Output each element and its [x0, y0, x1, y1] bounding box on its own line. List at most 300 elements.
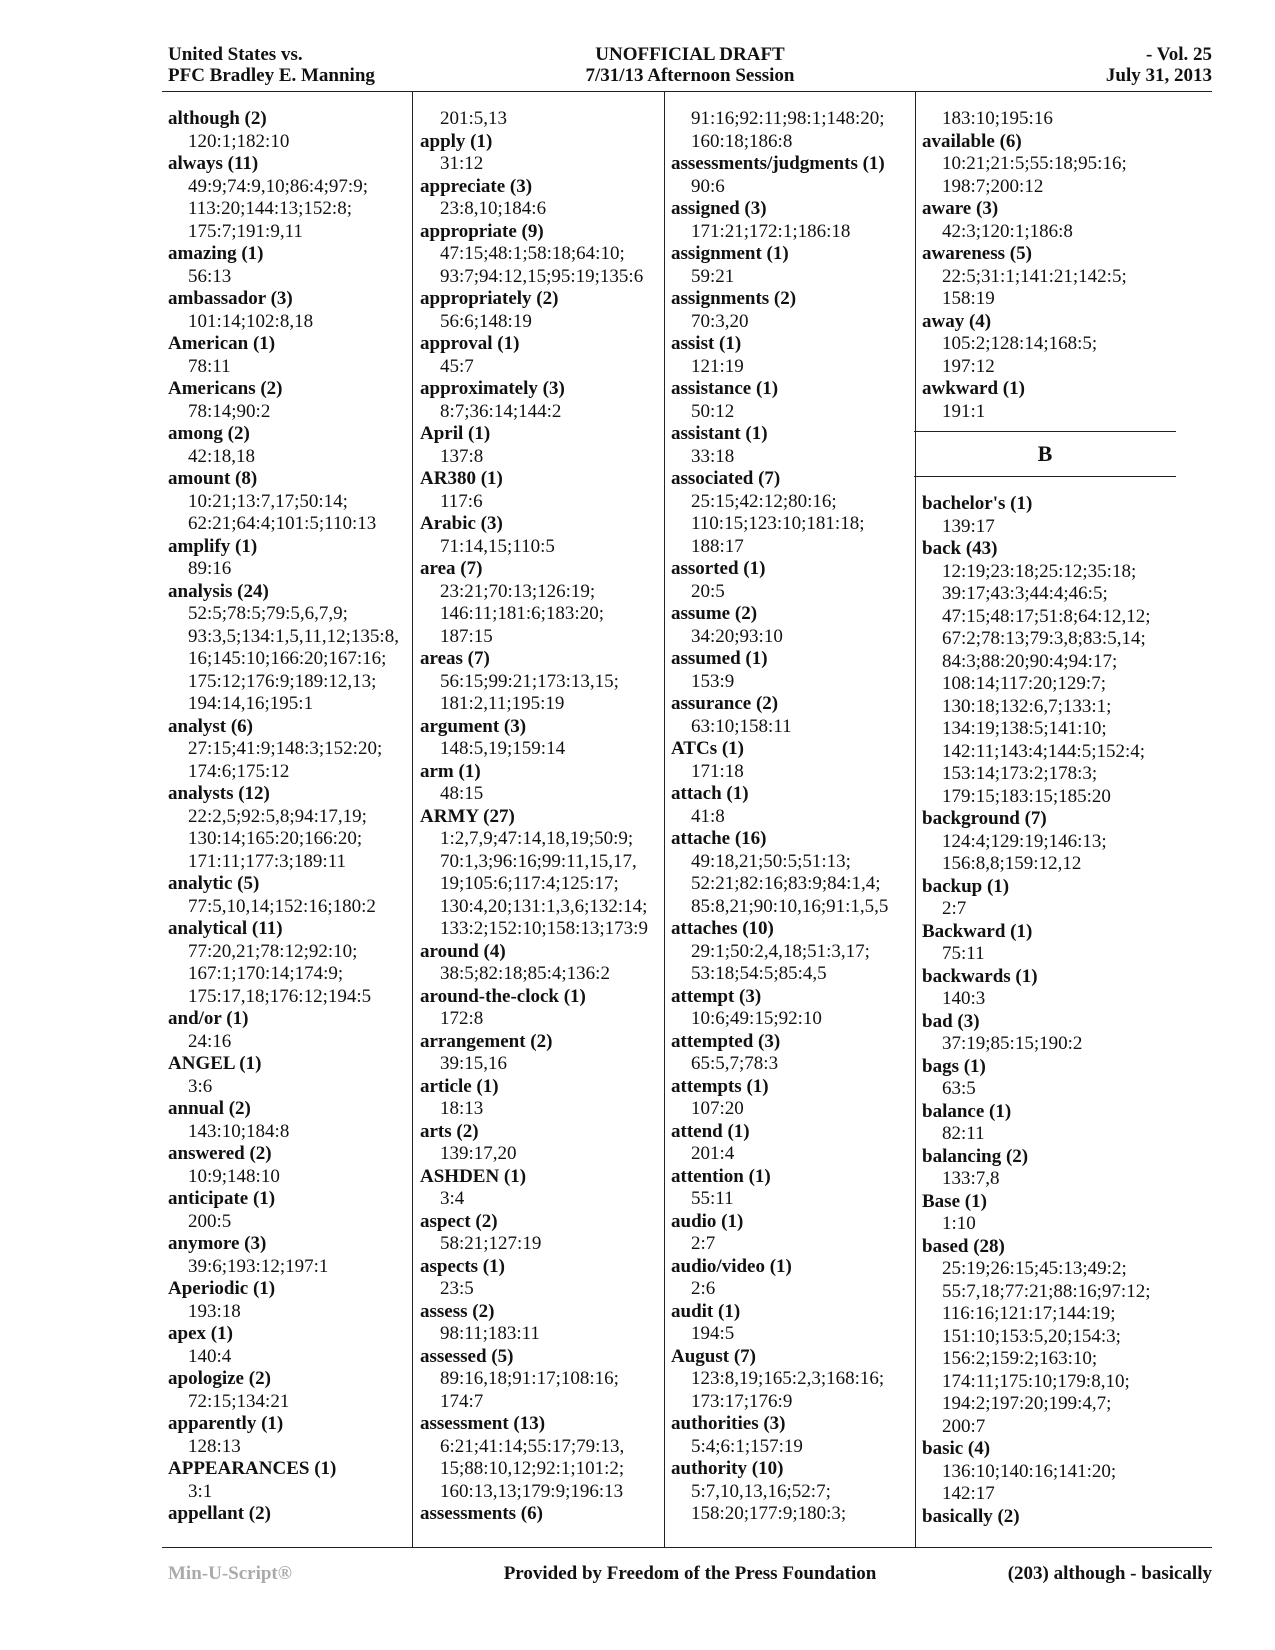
index-term: assist (1) [671, 333, 742, 354]
defendant-name: PFC Bradley E. Manning [168, 65, 375, 86]
index-term: audio (1) [671, 1210, 744, 1232]
page-references: 137:8 [440, 445, 484, 467]
index-entry [671, 783, 911, 828]
index-term: assistant (1) [671, 423, 768, 444]
page-references: 174:6;175:12 [188, 760, 290, 782]
index-term: analysts (12) [168, 783, 270, 804]
index-term: aspect (2) [420, 1210, 498, 1232]
footer-rule [162, 1547, 1212, 1548]
index-entry [671, 1301, 911, 1346]
page-references: 52:5;78:5;79:5,6,7,9; [188, 603, 348, 624]
index-entry [420, 1503, 660, 1526]
page-references: 10:9;148:10 [188, 1165, 280, 1187]
index-entry [922, 538, 1172, 808]
index-term: around (4) [420, 940, 506, 962]
index-term: ANGEL (1) [168, 1053, 262, 1074]
page-references: 47:15;48:1;58:18;64:10; [440, 243, 625, 264]
index-term: away (4) [922, 310, 992, 332]
index-term: backwards (1) [922, 965, 1038, 987]
index-entry [420, 131, 660, 176]
page-references: 3:1 [188, 1480, 213, 1502]
index-entry [671, 738, 911, 783]
index-term: approval (1) [420, 333, 520, 354]
index-entry [168, 333, 408, 378]
index-term: amount (8) [168, 468, 258, 489]
index-entry [420, 108, 660, 131]
page-references: 47:15;48:17;51:8;64:12,12; [942, 605, 1151, 627]
page-references: 70:1,3;96:16;99:11,15,17, [440, 850, 637, 872]
index-entry [671, 1166, 911, 1211]
index-entry [671, 378, 911, 423]
page-references: 75:11 [942, 943, 985, 964]
index-entry [168, 1008, 408, 1053]
page-references: 89:16,18;91:17;108:16; [440, 1368, 619, 1389]
index-entry [420, 558, 660, 648]
page-references: 15;88:10,12;92:1;101:2; [440, 1458, 625, 1479]
index-term: appreciate (3) [420, 175, 533, 197]
index-entry [922, 808, 1172, 876]
index-entry [168, 536, 408, 581]
page-references: 24:16 [188, 1030, 232, 1052]
index-term: ASHDEN (1) [420, 1165, 527, 1187]
index-term: apologize (2) [168, 1368, 271, 1389]
index-term: balancing (2) [922, 1145, 1029, 1167]
index-term: basic (4) [922, 1438, 991, 1459]
session-caption [168, 44, 1212, 86]
page-references: 1:10 [942, 1213, 976, 1234]
index-term: arrangement (2) [420, 1030, 553, 1052]
index-term: bags (1) [922, 1055, 986, 1077]
index-term: always (11) [168, 153, 259, 174]
index-entry [168, 1503, 408, 1526]
page-references: 19;105:6;117:4;125:17; [440, 873, 619, 894]
index-entry [671, 1346, 911, 1414]
index-entry [671, 1458, 911, 1526]
page-references: 156:8,8;159:12,12 [942, 853, 1082, 874]
index-entry [168, 1278, 408, 1323]
index-entry [671, 1256, 911, 1301]
page-references: 33:18 [691, 445, 735, 467]
page-references: 130:4,20;131:1,3,6;132:14; [440, 895, 648, 917]
page-references: 156:2;159:2;163:10; [942, 1348, 1098, 1369]
page-references: 139:17 [942, 515, 995, 537]
index-term: Base (1) [922, 1190, 987, 1212]
index-term: anymore (3) [168, 1233, 267, 1254]
index-term: audit (1) [671, 1300, 741, 1322]
page-references: 10:6;49:15;92:10 [691, 1008, 822, 1029]
index-entry [420, 1256, 660, 1301]
page-references: 50:12 [691, 400, 735, 422]
page-references: 25:15;42:12;80:16; [691, 490, 837, 512]
page-references: 23:8,10;184:6 [440, 198, 547, 219]
index-entry [671, 1211, 911, 1256]
page-references: 140:4 [188, 1345, 232, 1367]
page-references: 91:16;92:11;98:1;148:20; [691, 108, 885, 129]
page-references: 181:2,11;195:19 [440, 693, 565, 714]
index-entry [671, 558, 911, 603]
index-entry [922, 1236, 1172, 1439]
page-references: 105:2;128:14;168:5; [942, 333, 1098, 354]
index-entry [168, 108, 408, 153]
page-references: 55:7,18;77:21;88:16;97:12; [942, 1280, 1151, 1302]
index-term: appropriately (2) [420, 288, 559, 309]
index-entry [420, 1413, 660, 1503]
index-term: assigned (3) [671, 198, 767, 219]
page-references: 34:20;93:10 [691, 625, 783, 647]
page-references: 8:7;36:14;144:2 [440, 400, 562, 422]
page-references: 173:17;176:9 [691, 1390, 793, 1412]
page-references: 27:15;41:9;148:3;152:20; [188, 738, 383, 759]
page-references: 90:6 [691, 175, 725, 197]
index-entry [922, 378, 1172, 423]
index-term: assessed (5) [420, 1345, 514, 1367]
page-references: 29:1;50:2,4,18;51:3,17; [691, 940, 870, 962]
index-entry [922, 921, 1172, 966]
page-references: 10:21;13:7,17;50:14; [188, 490, 348, 512]
index-term: argument (3) [420, 715, 527, 737]
index-entry [168, 423, 408, 468]
page-references: 197:12 [942, 355, 995, 377]
index-term: attend (1) [671, 1120, 750, 1142]
page-references: 113:20;144:13;152:8; [188, 198, 352, 219]
index-entry [922, 198, 1172, 243]
index-entry [671, 648, 911, 693]
page-references: 130:14;165:20;166:20; [188, 828, 363, 849]
page-references: 107:20 [691, 1098, 744, 1119]
index-entry [671, 918, 911, 986]
column-divider-1 [412, 92, 413, 1547]
index-entry [922, 243, 1172, 311]
page-references: 62:21;64:4;101:5;110:13 [188, 513, 377, 534]
index-entry [922, 493, 1172, 538]
index-entry [420, 986, 660, 1031]
index-term: available (6) [922, 130, 1022, 152]
page-references: 84:3;88:20;90:4;94:17; [942, 650, 1118, 672]
index-term: Americans (2) [168, 378, 283, 399]
index-entry [922, 1506, 1172, 1529]
index-term: assume (2) [671, 603, 758, 624]
page-references: 20:5 [691, 580, 725, 602]
page-references: 146:11;181:6;183:20; [440, 603, 604, 624]
page-references: 53:18;54:5;85:4,5 [691, 963, 827, 984]
index-term: among (2) [168, 423, 250, 444]
index-term: appropriate (9) [420, 220, 544, 242]
index-entry [922, 1011, 1172, 1056]
page-references: 194:5 [691, 1323, 735, 1344]
page-references: 67:2;78:13;79:3,8;83:5,14; [942, 628, 1146, 649]
index-entry [168, 581, 408, 716]
volume-number: - Vol. 25 [1146, 44, 1212, 65]
index-entry [420, 1076, 660, 1121]
index-term: ARMY (27) [420, 805, 515, 827]
page-references: 160:13,13;179:9;196:13 [440, 1480, 624, 1502]
page-references: 153:9 [691, 670, 735, 692]
index-term: appellant (2) [168, 1503, 271, 1524]
index-term: awkward (1) [922, 378, 1025, 399]
index-term: balance (1) [922, 1100, 1012, 1122]
index-term: back (43) [922, 538, 998, 559]
page-references: 52:21;82:16;83:9;84:1,4; [691, 873, 881, 894]
index-term: ATCs (1) [671, 738, 745, 759]
page-references: 191:1 [942, 400, 986, 422]
page-references: 171:21;172:1;186:18 [691, 220, 851, 242]
index-entry [168, 1188, 408, 1233]
page-references: 133:2;152:10;158:13;173:9 [440, 918, 648, 939]
index-entry [671, 603, 911, 648]
page-references: 174:11;175:10;179:8,10; [942, 1370, 1130, 1392]
page-references: 120:1;182:10 [188, 130, 290, 152]
volume-caption [1106, 44, 1212, 86]
page-references: 139:17,20 [440, 1143, 517, 1164]
index-entry [168, 1458, 408, 1503]
section-letter: B [914, 431, 1176, 477]
page-references: 194:14,16;195:1 [188, 693, 314, 714]
index-term: aware (3) [922, 198, 999, 219]
index-entry [168, 918, 408, 1008]
index-term: attempted (3) [671, 1030, 781, 1052]
index-entry [671, 108, 911, 153]
index-entry [420, 288, 660, 333]
page-references: 174:7 [440, 1390, 484, 1412]
page-references: 70:3,20 [691, 310, 749, 332]
index-entry [168, 1323, 408, 1368]
index-term: AR380 (1) [420, 468, 503, 489]
page-references: 101:14;102:8,18 [188, 310, 314, 332]
page-references: 56:13 [188, 265, 232, 287]
index-entry [168, 1098, 408, 1143]
page-references: 39:17;43:3;44:4;46:5; [942, 583, 1108, 604]
index-term: associated (7) [671, 468, 781, 489]
index-term: bachelor's (1) [922, 493, 1033, 514]
page-references: 72:15;134:21 [188, 1390, 290, 1412]
page-references: 124:4;129:19;146:13; [942, 830, 1107, 852]
index-term: assess (2) [420, 1300, 495, 1322]
index-entry [168, 288, 408, 333]
index-term: although (2) [168, 108, 267, 129]
index-entry [671, 333, 911, 378]
index-entry [420, 378, 660, 423]
page-references: 49:9;74:9,10;86:4;97:9; [188, 175, 368, 197]
page-references: 59:21 [691, 265, 735, 287]
index-entry [168, 1053, 408, 1098]
page-references: 82:11 [942, 1123, 985, 1144]
index-term: apply (1) [420, 130, 493, 152]
index-entry [420, 1166, 660, 1211]
index-term: based (28) [922, 1235, 1005, 1257]
index-entry [168, 243, 408, 288]
page-references: 6:21;41:14;55:17;79:13, [440, 1435, 625, 1457]
index-entry [671, 468, 911, 558]
index-entry [922, 1056, 1172, 1101]
index-entry [671, 198, 911, 243]
page-references: 23:21;70:13;126:19; [440, 580, 596, 602]
index-entry [671, 1076, 911, 1121]
page-header [168, 44, 1212, 90]
index-entry [420, 941, 660, 986]
page-references: 22:2,5;92:5,8;94:17,19; [188, 805, 367, 827]
page-references: 198:7;200:12 [942, 175, 1044, 197]
page-references: 22:5;31:1;141:21;142:5; [942, 265, 1127, 287]
page-references: 148:5,19;159:14 [440, 738, 566, 759]
index-entry [671, 693, 911, 738]
index-term: amplify (1) [168, 535, 258, 557]
index-term: areas (7) [420, 648, 490, 669]
page-references: 38:5;82:18;85:4;136:2 [440, 963, 610, 984]
index-term: analysis (24) [168, 580, 269, 602]
page-references: 45:7 [440, 355, 474, 377]
index-term: amazing (1) [168, 243, 264, 264]
page-references: 39:15,16 [440, 1053, 508, 1074]
page-references: 179:15;183:15;185:20 [942, 785, 1111, 807]
index-term: assessments (6) [420, 1503, 543, 1524]
index-term: answered (2) [168, 1143, 272, 1164]
page-references: 10:21;21:5;55:18;95:16; [942, 153, 1127, 174]
page-references: 134:19;138:5;141:10; [942, 718, 1107, 739]
page-references: 187:15 [440, 625, 493, 647]
index-entry [420, 761, 660, 806]
index-entry [671, 828, 911, 918]
page-references: 1:2,7,9;47:14,18,19;50:9; [440, 828, 634, 849]
index-term: August (7) [671, 1345, 756, 1367]
page-references: 63:5 [942, 1078, 976, 1099]
index-entry [168, 716, 408, 784]
index-term: attach (1) [671, 783, 749, 804]
page-references: 48:15 [440, 783, 484, 804]
page-references: 117:6 [440, 490, 483, 512]
page-references: 2:7 [691, 1233, 716, 1254]
index-entry [420, 333, 660, 378]
index-term: attention (1) [671, 1165, 771, 1187]
draft-label: UNOFFICIAL DRAFT [595, 44, 785, 65]
index-term: approximately (3) [420, 378, 565, 399]
page-references: 23:5 [440, 1278, 474, 1299]
index-term: attempt (3) [671, 985, 762, 1007]
index-entry [922, 311, 1172, 379]
page-references: 71:14,15;110:5 [440, 535, 555, 557]
index-entry [420, 806, 660, 941]
index-term: basically (2) [922, 1505, 1020, 1527]
index-entry [420, 1301, 660, 1346]
page-references: 167:1;170:14;174:9; [188, 963, 344, 984]
page-references: 65:5,7;78:3 [691, 1053, 779, 1074]
index-term: authorities (3) [671, 1413, 786, 1434]
page-references: 3:4 [440, 1188, 465, 1209]
page-references: 42:3;120:1;186:8 [942, 220, 1073, 242]
page-references: 108:14;117:20;129:7; [942, 673, 1106, 694]
index-entry [168, 1368, 408, 1413]
index-term: aspects (1) [420, 1255, 505, 1277]
column-divider-3 [915, 92, 916, 1547]
index-term: assumed (1) [671, 648, 768, 669]
volume-date: July 31, 2013 [1105, 65, 1212, 86]
page-references: 200:5 [188, 1210, 232, 1232]
index-entry [922, 131, 1172, 199]
index-term: anticipate (1) [168, 1188, 276, 1209]
index-entry [420, 423, 660, 468]
page-references: 172:8 [440, 1008, 484, 1029]
page-references: 93:3,5;134:1,5,11,12;135:8, [188, 625, 399, 647]
index-term: assessments/judgments (1) [671, 153, 885, 174]
index-entry [922, 1191, 1172, 1236]
page-references: 98:11;183:11 [440, 1323, 540, 1344]
index-term: assorted (1) [671, 558, 766, 579]
page-references: 58:21;127:19 [440, 1233, 542, 1254]
index-entry [420, 221, 660, 289]
page-references: 200:7 [942, 1415, 986, 1437]
index-entry [168, 873, 408, 918]
page-references: 110:15;123:10;181:18; [691, 513, 865, 534]
index-term: American (1) [168, 333, 276, 354]
index-entry [922, 108, 1172, 131]
index-term: background (7) [922, 808, 1047, 829]
session-date: 7/31/13 Afternoon Session [585, 65, 795, 86]
index-entry [420, 648, 660, 716]
page-references: 55:11 [691, 1188, 734, 1209]
index-entry [922, 1438, 1172, 1506]
index-term: attaches (10) [671, 918, 774, 939]
page-references: 201:4 [691, 1143, 735, 1164]
page-references: 37:19;85:15;190:2 [942, 1033, 1083, 1054]
page-references: 128:13 [188, 1435, 241, 1457]
page-references: 151:10;153:5,20;154:3; [942, 1325, 1121, 1347]
column-divider-2 [664, 92, 665, 1547]
page-references: 77:20,21;78:12;92:10; [188, 940, 358, 962]
index-term: arts (2) [420, 1120, 479, 1142]
page-references: 2:7 [942, 898, 967, 919]
page-references: 143:10;184:8 [188, 1120, 290, 1142]
provider-credit: Provided by Freedom of the Press Foundation [503, 1563, 877, 1584]
index-term: authority (10) [671, 1458, 784, 1479]
page-references: 133:7,8 [942, 1168, 1000, 1189]
index-term: analytical (11) [168, 918, 283, 939]
page-references: 89:16 [188, 558, 232, 579]
case-title: United States vs. [168, 44, 303, 65]
page-references: 77:5,10,14;152:16;180:2 [188, 895, 376, 917]
index-entry [168, 1413, 408, 1458]
page-references: 5:7,10,13,16;52:7; [691, 1480, 831, 1502]
page-references: 175:17,18;176:12;194:5 [188, 985, 372, 1007]
page-references: 5:4;6:1;157:19 [691, 1435, 803, 1457]
page-references: 175:7;191:9,11 [188, 220, 303, 242]
index-term: APPEARANCES (1) [168, 1458, 337, 1479]
index-entry [671, 1031, 911, 1076]
index-entry [420, 468, 660, 513]
page-references: 56:6;148:19 [440, 310, 532, 332]
index-entry [671, 1121, 911, 1166]
index-entry [168, 783, 408, 873]
index-term: bad (3) [922, 1010, 980, 1032]
page-references: 42:18,18 [188, 445, 256, 467]
page-references: 194:2;197:20;199:4,7; [942, 1393, 1112, 1414]
index-term: backup (1) [922, 875, 1010, 897]
index-entry [168, 468, 408, 536]
index-column-1 [168, 108, 408, 1526]
index-term: assignment (1) [671, 243, 789, 264]
page-references: 49:18,21;50:5;51:13; [691, 850, 851, 872]
index-column-2 [420, 108, 660, 1526]
page-references: 140:3 [942, 988, 986, 1009]
index-entry [922, 1101, 1172, 1146]
page-references: 93:7;94:12,15;95:19;135:6 [440, 265, 644, 287]
page-references: 153:14;173:2;178:3; [942, 763, 1098, 784]
index-entry [671, 423, 911, 468]
index-entry [922, 876, 1172, 921]
index-term: article (1) [420, 1075, 499, 1097]
index-entry [420, 1211, 660, 1256]
page-references: 12:19;23:18;25:12;35:18; [942, 560, 1137, 582]
page-references: 193:18 [188, 1300, 241, 1322]
index-entry [168, 378, 408, 423]
